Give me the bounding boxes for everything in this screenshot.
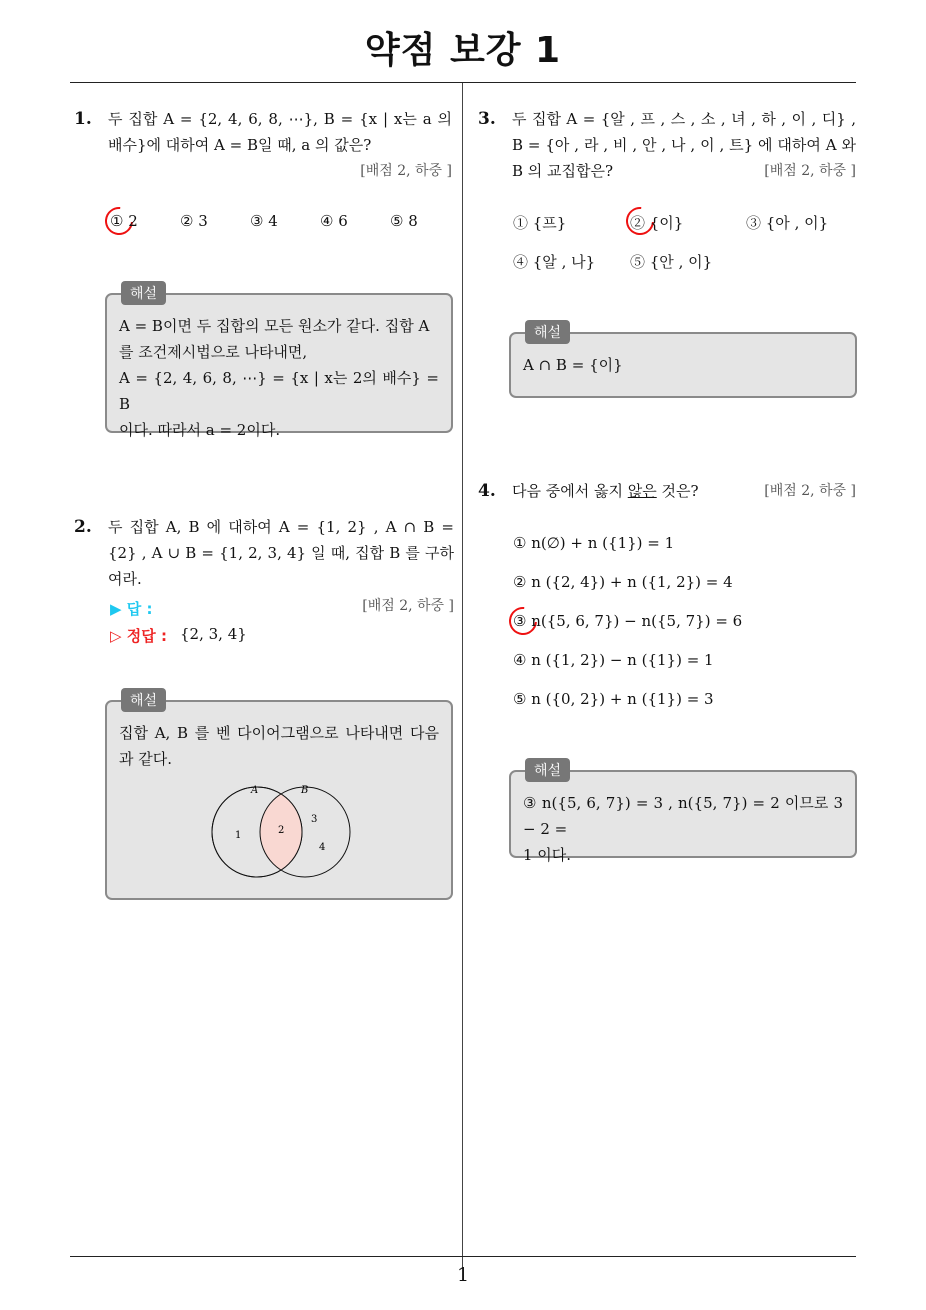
choice-1[interactable]: ① n(∅) + n ({1}) = 1 [513,534,675,552]
page-title: 약점 보강 1 [364,30,562,71]
problem-4 [478,478,856,504]
score: [배점 2, 하중 ] [360,163,452,179]
problem-text: 두 집합 A = {2, 4, 6, 8, ⋯}, B = {x | x는 a 의 배수}에 대하여 A = B일 때, a 의 값은? [배점 2, 하중 ] [108,106,452,158]
choice-3[interactable]: ③ 4 [250,212,278,230]
venn-label-b: B [301,785,309,796]
choice-2[interactable]: ② {이} [630,214,684,232]
choice-1[interactable]: ① {프} [513,214,567,232]
choice-5[interactable]: ⑤ 8 [390,212,418,230]
score: [배점 2, 하중 ] [764,483,856,499]
answer-label: ▶ 답 : [110,600,153,618]
underlined-word: 않은 [627,482,657,500]
top-rule [70,82,856,83]
problem-number: 3. [478,109,496,129]
correct-answer-label: ▷ 정답 : [110,627,167,645]
solution-box-1 [105,286,453,439]
solution-box-4 [509,763,857,864]
choice-2[interactable]: ② 3 [180,212,208,230]
choice-1[interactable]: ① 2 [110,212,138,230]
problem-text: 두 집합 A, B 에 대하여 A = {1, 2} , A ∩ B = {2} , A ∪ B = {1, 2, 3, 4} 일 때, 집합 B 를 구하여라. [108,518,454,588]
problem-3 [478,106,856,184]
solution-tag: 해설 [525,320,570,344]
problem-number: 1. [74,109,92,129]
venn-label-a: A [251,785,259,796]
choice-4[interactable]: ④ n ({1, 2}) − n ({1}) = 1 [513,651,714,669]
bottom-rule [70,1256,856,1257]
solution-text: A ∩ B = {이} [523,356,623,374]
solution-box-3 [509,325,857,398]
venn-value: 2 [278,825,285,836]
solution-text: ③ n({5, 6, 7}) = 3 , n({5, 7}) = 2 이므로 3 − 2 = 1 이다. [523,794,843,864]
problem-1 [74,106,452,184]
choice-5[interactable]: ⑤ n ({0, 2}) + n ({1}) = 3 [513,690,714,708]
problem-text: 다음 중에서 옳지 않은 것은? [배점 2, 하중 ] [512,478,856,504]
choice-3[interactable]: ③ {아 , 이} [746,214,829,232]
venn-value: 4 [319,842,326,853]
problem-text: 두 집합 A = {알 , 프 , 스 , 소 , 녀 , 하 , 이 , 디} , B = {아 , 라 , 비 , 안 , 나 , 이 , 트} 에 대하여 A 와 B 의 교집합은? [배점 2, 하중 ] [512,106,856,184]
page-number: 1 [456,1264,470,1286]
choice-3[interactable]: ③ n({5, 6, 7}) − n({5, 7}) = 6 [513,612,743,630]
choice-5[interactable]: ⑤ {안 , 이} [630,253,713,271]
problem-number: 4. [478,481,496,501]
score: [배점 2, 하중 ] [362,598,454,614]
solution-text: 집합 A, B 를 벤 다이어그램으로 나타내면 다음과 같다. [119,724,439,768]
problem-number: 2. [74,517,92,537]
correct-answer-value: {2, 3, 4} [180,625,247,643]
column-divider [462,83,463,1268]
venn-value: 3 [311,814,318,825]
solution-tag: 해설 [121,688,166,712]
solution-text: A = B이면 두 집합의 모든 원소가 같다. 집합 A 를 조건제시법으로 나타내면, A = {2, 4, 6, 8, ⋯} = {x | x는 2의 배수} = B 이다. 따라서 a = 2이다. [119,317,439,439]
solution-box-2 [105,693,453,900]
venn-diagram [207,782,355,882]
choice-2[interactable]: ② n ({2, 4}) + n ({1, 2}) = 4 [513,573,733,591]
choice-4[interactable]: ④ {알 , 나} [513,253,596,271]
venn-value: 1 [235,830,242,841]
solution-tag: 해설 [121,281,166,305]
score: [배점 2, 하중 ] [764,163,856,179]
solution-tag: 해설 [525,758,570,782]
choice-4[interactable]: ④ 6 [320,212,348,230]
